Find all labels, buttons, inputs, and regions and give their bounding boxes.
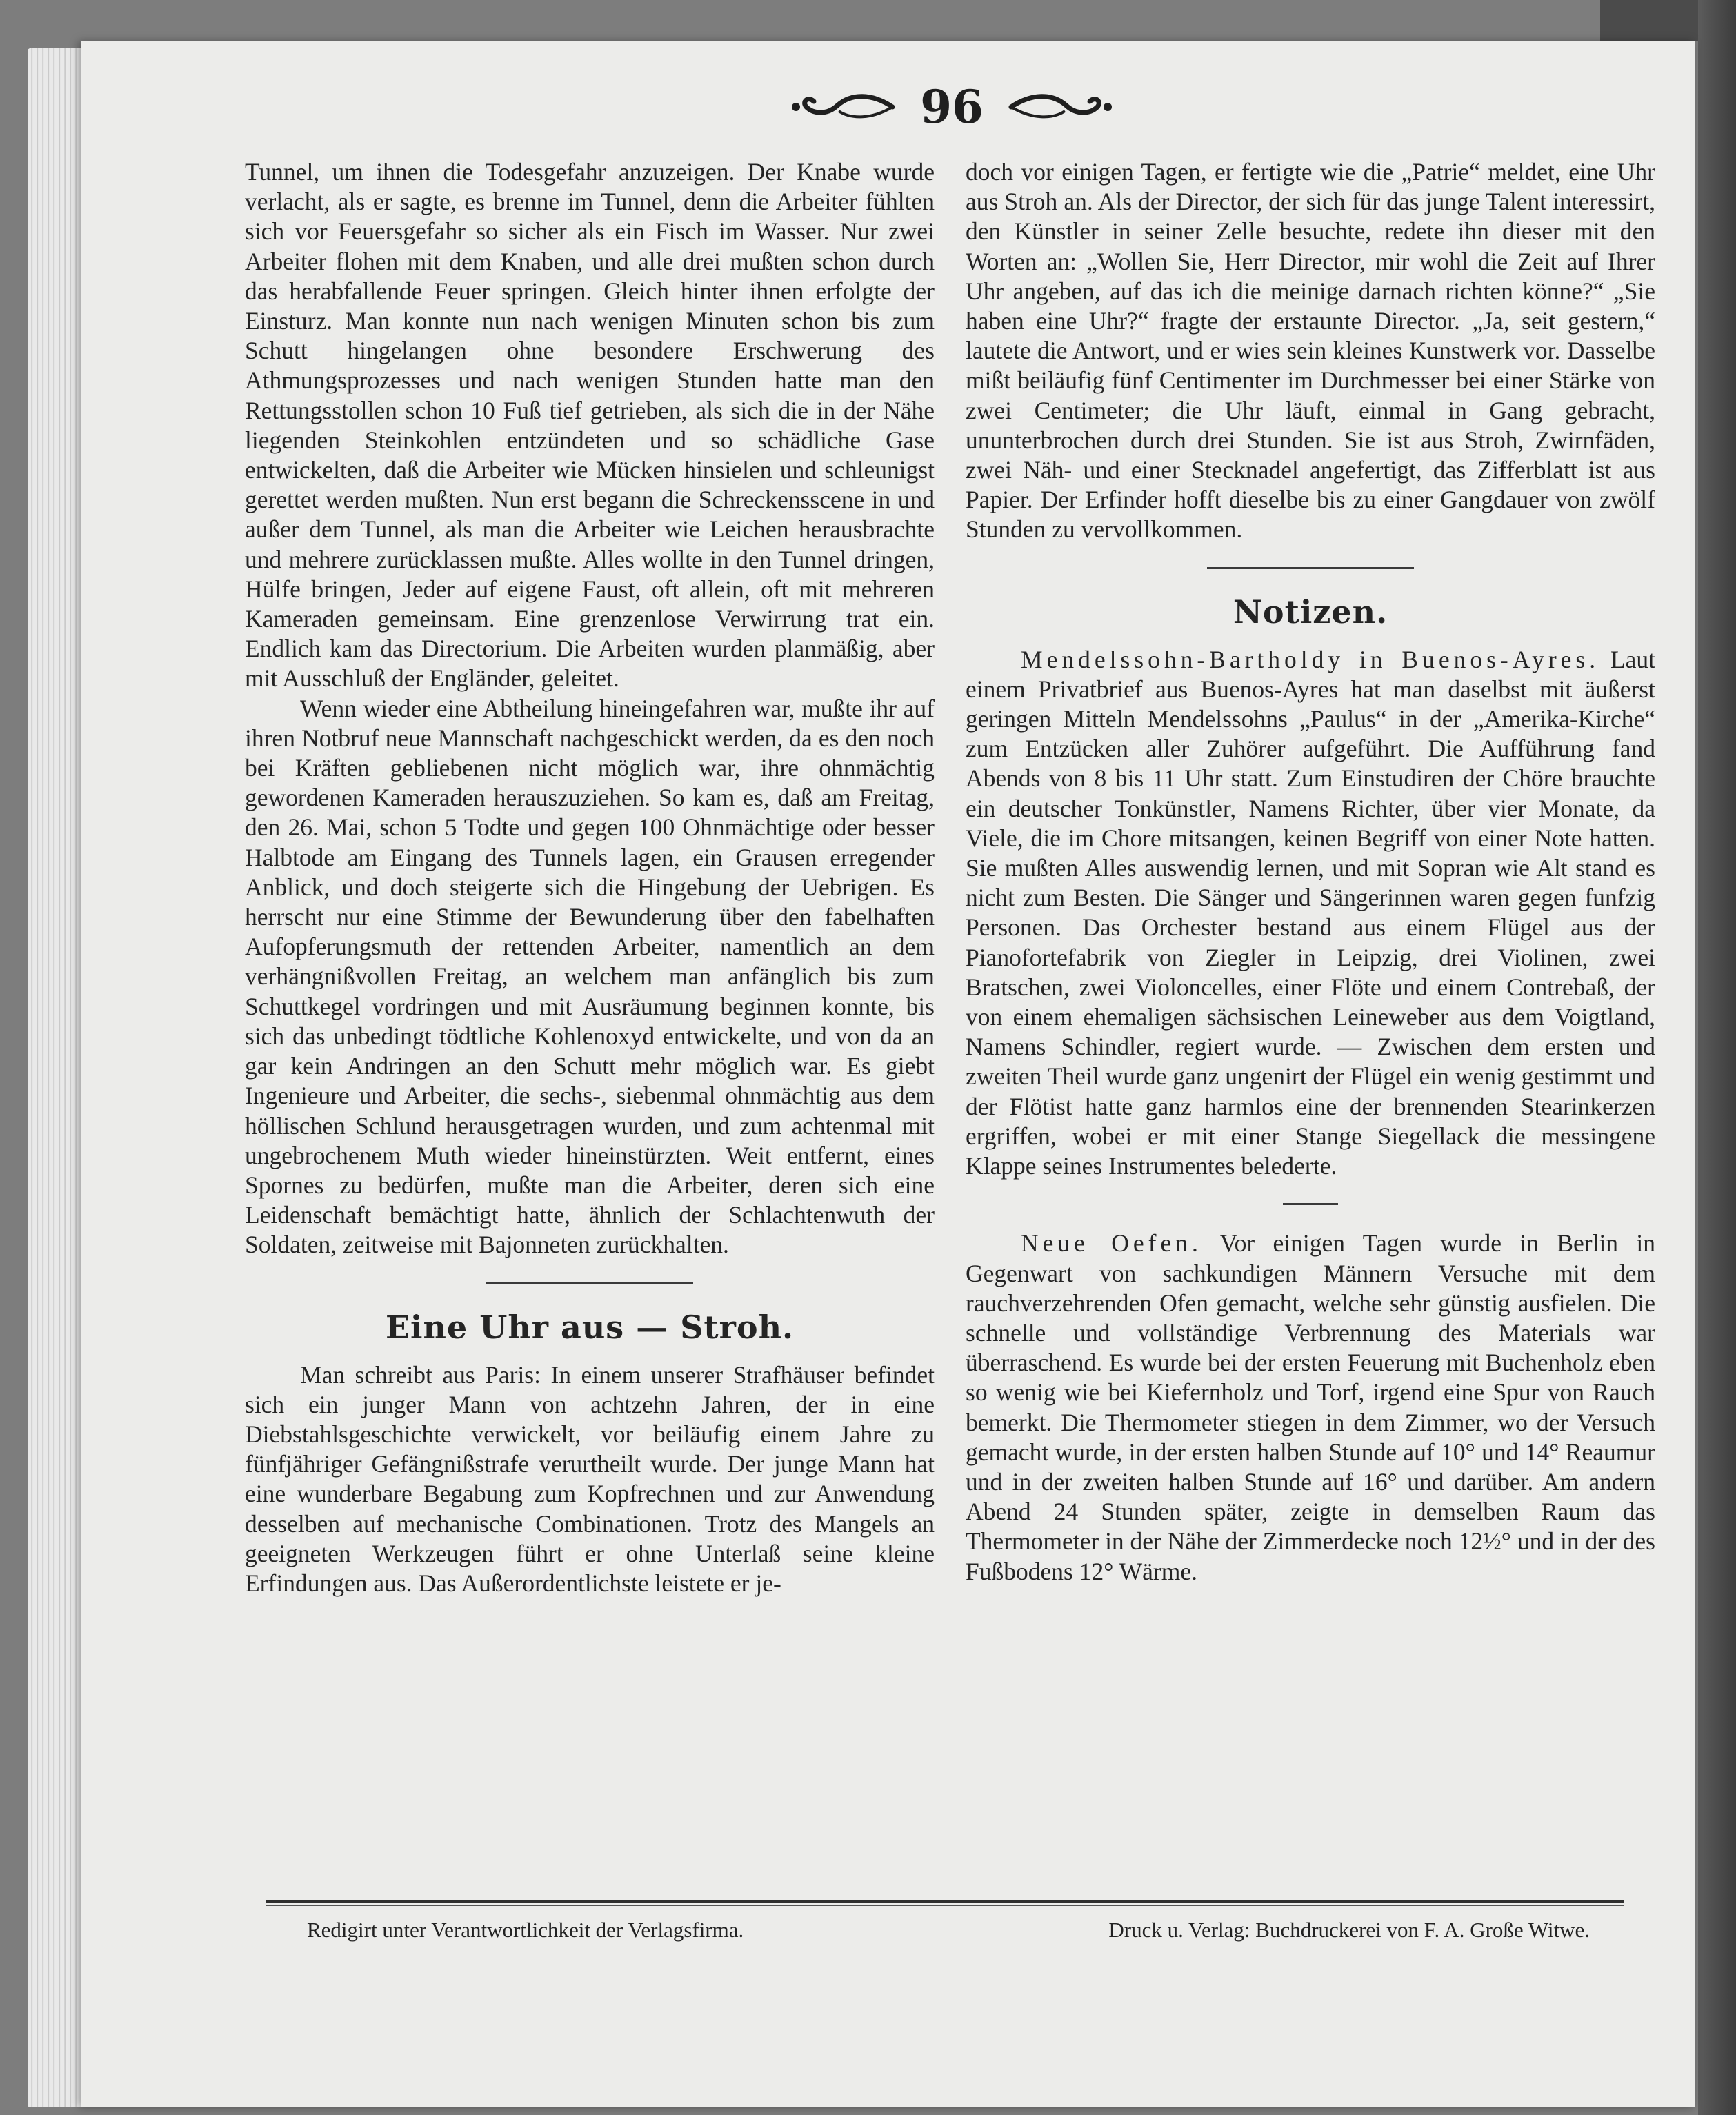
footer-publisher-note: Druck u. Verlag: Buchdruckerei von F. A. Große Witwe.: [1108, 1918, 1590, 1942]
notice-mendelssohn: [966, 645, 1655, 1182]
footer-editor-note: Redigirt unter Verantwortlichkeit der Verlagsfirma.: [307, 1918, 744, 1942]
notice-text: Vor einigen Tagen wurde in Berlin in Gegenwart von sachkundigen Männern Versuche mit dem rauchverzehrenden Ofen gemacht, welche sehr günstig ausfielen. Die schnelle und vollständige Verbrennung des Materials war überraschend. Es wurde bei der ersten Feuerung mit Buchenholz eben so wenig wie bei Kiefernholz und Torf, irgend eine Spur von Rauch bemerkt. Die Thermometer stiegen in dem Zimmer, wo der Versuch gemacht wurde, in der ersten halben Stunde auf 10° und 14° Reaumur und in der zweiten halben Stunde auf 16° und darüber. Am andern Abend 24 Stunden später, zeigte in demselben Raum das Thermometer in der Nähe der Zimmerdecke noch 12½° und in der des Fußbodens 12° Wärme.: [966, 1229, 1656, 1585]
section-divider: [1207, 567, 1414, 569]
footer-rule-thin: [266, 1905, 1624, 1906]
notice-text: Laut einem Privatbrief aus Buenos-Ayres hat man daselbst mit äußerst geringen Mitteln Mendelssohns „Paulus“ in der „Amerika-Kirche“ zum Entzücken aller Zuhörer aufgeführt. Die Aufführung fand Abends von 8 bis 11 Uhr statt. Zum Einstudiren der Chöre brauchte ein deutscher Tonkünstler, Namens Richter, über vier Monate, da Viele, die im Chore mitsangen, keinen Begriff von einer Note hatten. Sie mußten Alles auswendig lernen, und mit Sopran wie Alt stand es nicht zum Besten. Die Sänger und Sängerinnen waren gegen funfzig Personen. Das Orchester bestand aus einem Flügel aus der Pianofortefabrik von Ziegler in Leipzig, drei Violinen, zwei Bratschen, zwei Violoncelles, einer Flöte und einem Contrebaß, der von einem ehemaligen sächsischen Leineweber aus dem Voigtland, Namens Schindler, regiert wurde. — Zwischen dem ersten und zweiten Theil wurde ganz ungenirt der Flügel ein wenig gestimmt und der Flötist hatte ganz harmlos eine der brennenden Stearinkerzen ergriffen, wobei er mit einer Stange Siegellack die messingene Klappe seines Instrumentes belederte.: [966, 645, 1655, 1180]
notice-ovens: [966, 1229, 1655, 1586]
page-header: [759, 69, 1145, 145]
notice-title: Neue Oefen.: [1021, 1229, 1202, 1258]
straw-watch-continuation: doch vor einigen Tagen, er fertigte wie die „Patrie“ meldet, eine Uhr aus Stroh an. Als der Director, der sich für das junge Talent interessirt, den Künstler in seiner Zelle besuchte, redete ihn dieser mit den Worten an: „Wollen Sie, Herr Director, mir wohl die Zeit auf Ihrer Uhr angeben, auf das ich die meinige darnach richten könne?“ „Sie haben eine Uhr?“ fragte der erstaunte Director. „Ja, seit gestern,“ lautete die Antwort, und er wies sein kleines Kunstwerk vor. Dasselbe mißt beiläufig fünf Centimenter im Durchmesser bei einer Stärke von zwei Centimeter; die Uhr läuft, einmal in Gang gebracht, ununterbrochen durch drei Stunden. Sie ist aus Stroh, Zwirnfäden, zwei Näh- und einer Stecknadel angefertigt, das Zifferblatt ist aus Papier. Der Erfinder hofft dieselbe bis zu einer Gangdauer von zwölf Stunden zu vervollkommen.: [966, 158, 1655, 544]
page-number: 96: [920, 80, 984, 134]
left-ornament-icon: [789, 86, 899, 128]
left-column: [245, 157, 935, 1598]
notices-heading: Notizen.: [1233, 593, 1388, 630]
notice-divider: [1283, 1203, 1338, 1205]
page-footer: [307, 1918, 1590, 1952]
article-heading-straw-watch: Eine Uhr aus — Stroh.: [385, 1308, 795, 1346]
scan-shadow: [1698, 0, 1736, 2115]
notice-title: Mendelssohn-Bartholdy in Buenos-Ayres.: [1021, 645, 1600, 673]
tunnel-paragraph-2: Wenn wieder eine Abtheilung hineingefahren war, mußte ihr auf ihren Notbruf neue Mannschaft nachgeschickt werden, da es den noch bei Kräften gebliebenen nicht möglich war, ihre ohnmächtig gewordenen Kameraden herauszuziehen. So kam es, daß am Freitag, den 26. Mai, schon 5 Todte und gegen 100 Ohnmächtige oder besser Halbtode am Eingang des Tunnels lagen, ein Grausen erregender Anblick, und doch steigerte sich die Hingebung der Uebrigen. Es herrscht nur eine Stimme der Bewunderung über den fabelhaften Aufopferungsmuth der rettenden Arbeiter, namentlich an dem verhängnißvollen Freitag, an welchem man anfänglich bis zum Schuttkegel vordringen und mit Ausräumung beginnen konnte, bis sich das unbedingt tödtliche Kohlenoxyd entwickelte, und von da an gar kein Andringen an den Schutt mehr möglich war. Es giebt Ingenieure und Arbeiter, die sechs-, siebenmal ohnmächtig aus dem höllischen Schlund herausgetragen wurden, und zum achtenmal mit ungebrochenem Muth wieder hineinstürzten. Weit entfernt, eines Spornes zu bedürfen, mußte man die Arbeiter, deren sich eine Leidenschaft bemächtigt hatte, ähnlich der Schlachtenwuth der Soldaten, zeitweise mit Bajonneten zurückhalten.: [245, 694, 935, 1259]
straw-watch-paragraph: Man schreibt aus Paris: In einem unserer Strafhäuser befindet sich ein junger Mann von achtzehn Jahren, der in eine Diebstahlsgeschichte verwickelt, vor beiläufig einem Jahre zu fünfjähriger Gefängnißstrafe verurtheilt wurde. Der junge Mann hat eine wunderbare Begabung zum Kopfrechnen und zur Anwendung desselben auf mechanische Combinationen. Trotz des Mangels an geeigneten Werkzeugen führt er ohne Unterlaß seine kleine Erfindungen aus. Das Außerordentlichste leistete er je-: [245, 1360, 935, 1597]
right-column: [966, 157, 1655, 1587]
section-divider: [486, 1282, 693, 1284]
right-ornament-icon: [1004, 86, 1115, 128]
footer-rule: [266, 1900, 1624, 1903]
tunnel-paragraph-1: Tunnel, um ihnen die Todesgefahr anzuzeigen. Der Knabe wurde verlacht, als er sagte, es brenne im Tunnel, denn die Arbeiter fühlten sich vor Feuersgefahr so sicher als ein Fisch im Wasser. Nur zwei Arbeiter flohen mit dem Knaben, und alle drei mußten schon durch das herabfallende Feuer springen. Gleich hinter ihnen erfolgte der Einsturz. Man konnte nun nach wenigen Minuten schon bis zum Schutt hingelangen ohne besondere Erschwerung des Athmungsprozesses und nach wenigen Stunden hatte man den Rettungsstollen schon 10 Fuß tief getrieben, als sich die in der Nähe liegenden Steinkohlen entzündeten und so schädliche Gase entwickelten, daß die Arbeiter wie Mücken hinsielen und schleunigst gerettet werden mußten. Nun erst begann die Schreckensscene in und außer dem Tunnel, als man die Arbeiter wie Leichen herausbrachte und mehrere zurücklassen mußte. Alles wollte in den Tunnel dringen, Hülfe bringen, Jeder auf eigene Faust, oft allein, oft mit mehreren Kameraden gemeinsam. Eine grenzenlose Verwirrung trat ein. Endlich kam das Directorium. Die Arbeiten wurden planmäßig, aber mit Ausschluß der Engländer, geleitet.: [245, 158, 935, 693]
